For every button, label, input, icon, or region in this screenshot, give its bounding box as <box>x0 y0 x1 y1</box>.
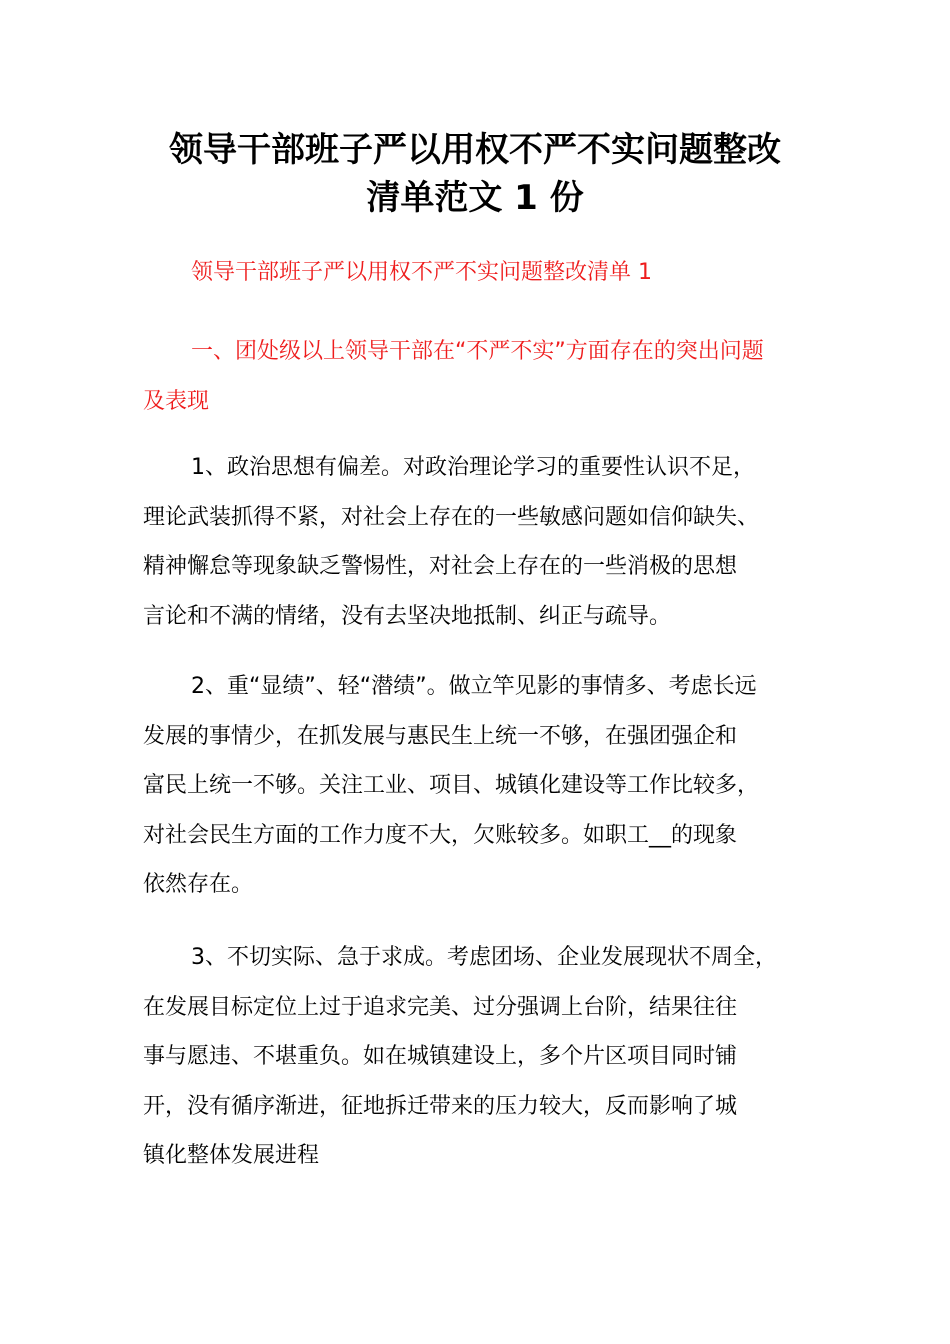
document-title <box>100 126 850 222</box>
paragraph-line: 言论和不满的情绪，没有去坚决地抵制、纠正与疏导。 <box>143 603 672 629</box>
paragraph-line: 开，没有循序渐进，征地拆迁带来的压力较大，反而影响了城 <box>143 1093 738 1119</box>
paragraph-line: 依然存在。 <box>143 872 254 897</box>
paragraph-line: 富民上统一不够。关注工业、项目、城镇化建设等工作比较多， <box>143 773 760 798</box>
paragraph-line: 在发展目标定位上过于追求完美、过分强调上台阶，结果往往 <box>143 994 738 1020</box>
paragraph-2 <box>143 662 833 910</box>
paragraph-line: 3、不切实际、急于求成。考虑团场、企业发展现状不周全， <box>191 945 777 970</box>
paragraph-line: 理论武装抓得不紧，对社会上存在的一些敏感问题如信仰缺失、 <box>143 504 760 530</box>
section-heading <box>143 327 823 427</box>
heading-line-1: 一、团处级以上领导干部在“不严不实”方面存在的突出问题 <box>191 339 764 364</box>
paragraph-line: 精神懈怠等现象缺乏警惕性，对社会上存在的一些消极的思想 <box>143 554 738 579</box>
paragraph-line: 发展的事情少，在抓发展与惠民生上统一不够，在强团强企和 <box>143 723 738 749</box>
paragraph-line: 对社会民生方面的工作力度不大，欠账较多。如职工__的现象 <box>143 822 738 848</box>
paragraph-line: 事与愿违、不堪重负。如在城镇建设上，多个片区项目同时铺 <box>143 1044 738 1069</box>
title-line-2: 清单范文 1 份 <box>366 178 584 218</box>
paragraph-3 <box>143 933 833 1181</box>
paragraph-line: 镇化整体发展进程 <box>143 1143 320 1168</box>
document-subtitle: 领导干部班子严以用权不严不实问题整改清单 1 <box>191 260 652 285</box>
paragraph-1 <box>143 443 833 641</box>
title-line-1: 领导干部班子严以用权不严不实问题整改 <box>169 130 781 170</box>
heading-line-2: 及表现 <box>143 389 210 414</box>
paragraph-line: 1、政治思想有偏差。对政治理论学习的重要性认识不足， <box>191 455 755 480</box>
paragraph-line: 2、重“显绩”、轻“潜绩”。做立竿见影的事情多、考虑长远 <box>191 674 757 699</box>
